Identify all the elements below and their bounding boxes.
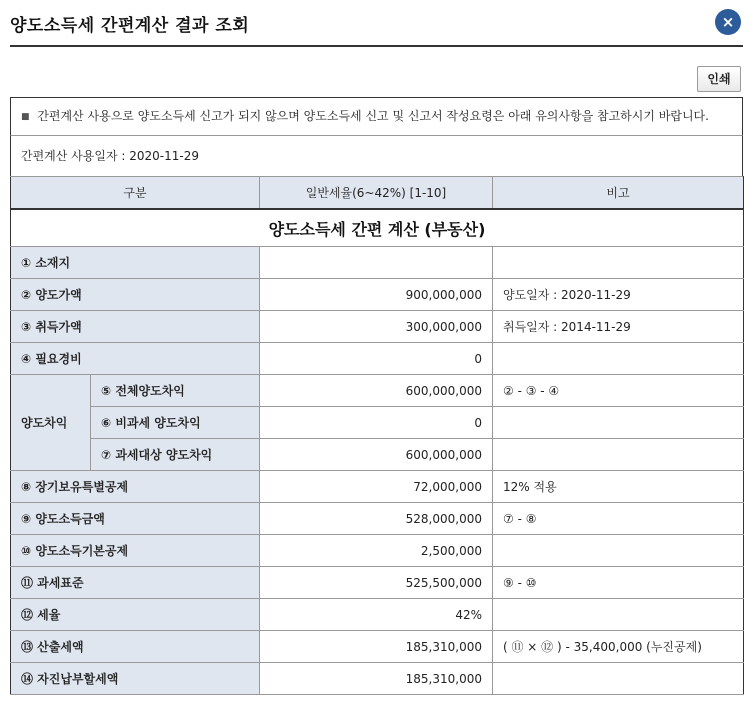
table-row xyxy=(11,663,744,695)
row-label: ⑫ 세율 xyxy=(11,599,260,631)
table-row xyxy=(11,599,744,631)
close-icon: × xyxy=(721,13,735,31)
result-table xyxy=(10,176,744,695)
row-label: ⑧ 장기보유특별공제 xyxy=(11,471,260,503)
row-label: ④ 필요경비 xyxy=(11,343,260,375)
close-button[interactable] xyxy=(715,9,741,35)
row-value: 42% xyxy=(260,599,493,631)
column-header-category: 구분 xyxy=(11,177,260,210)
dialog-header xyxy=(10,0,743,47)
row-value: 185,310,000 xyxy=(260,663,493,695)
use-date-row xyxy=(10,135,743,176)
row-note xyxy=(493,247,744,279)
row-value: 72,000,000 xyxy=(260,471,493,503)
table-row xyxy=(11,567,744,599)
row-note xyxy=(493,407,744,439)
table-row xyxy=(11,407,744,439)
table-caption: 양도소득세 간편 계산 (부동산) xyxy=(11,209,744,247)
row-value: 0 xyxy=(260,407,493,439)
row-label: ⑪ 과세표준 xyxy=(11,567,260,599)
table-row xyxy=(11,471,744,503)
row-value: 185,310,000 xyxy=(260,631,493,663)
row-value: 600,000,000 xyxy=(260,375,493,407)
row-label: ① 소재지 xyxy=(11,247,260,279)
table-row xyxy=(11,279,744,311)
row-note: ② - ③ - ④ xyxy=(493,375,744,407)
table-row xyxy=(11,343,744,375)
row-note xyxy=(493,343,744,375)
table-row xyxy=(11,439,744,471)
table-caption-row xyxy=(11,209,744,247)
row-value: 525,500,000 xyxy=(260,567,493,599)
row-label: ⑨ 양도소득금액 xyxy=(11,503,260,535)
row-label: ⑬ 산출세액 xyxy=(11,631,260,663)
row-note: ⑦ - ⑧ xyxy=(493,503,744,535)
use-date-text: 간편계산 사용일자 : 2020-11-29 xyxy=(21,149,199,163)
column-header-general-rate: 일반세율(6~42%) [1-10] xyxy=(260,177,493,210)
row-note xyxy=(493,439,744,471)
table-row xyxy=(11,631,744,663)
row-label: ⑤ 전체양도차익 xyxy=(91,375,260,407)
row-note: ⑨ - ⑩ xyxy=(493,567,744,599)
group-label: 양도차익 xyxy=(11,375,91,471)
row-label: ⑦ 과세대상 양도차익 xyxy=(91,439,260,471)
notice-text: 간편계산 사용으로 양도소득세 신고가 되지 않으며 양도소득세 신고 및 신고서 작성요령은 아래 유의사항을 참고하시기 바랍니다. xyxy=(37,109,709,123)
result-table-wrapper xyxy=(10,176,743,695)
row-label: ③ 취득가액 xyxy=(11,311,260,343)
row-note: 양도일자 : 2020-11-29 xyxy=(493,279,744,311)
row-label: ⑥ 비과세 양도차익 xyxy=(91,407,260,439)
row-value: 2,500,000 xyxy=(260,535,493,567)
row-value: 0 xyxy=(260,343,493,375)
row-note xyxy=(493,535,744,567)
column-header-note: 비고 xyxy=(493,177,744,210)
row-label: ② 양도가액 xyxy=(11,279,260,311)
row-value: 600,000,000 xyxy=(260,439,493,471)
row-label: ⑭ 자진납부할세액 xyxy=(11,663,260,695)
notice-box xyxy=(10,97,743,135)
row-note: 취득일자 : 2014-11-29 xyxy=(493,311,744,343)
row-note: ( ⑪ × ⑫ ) - 35,400,000 (누진공제) xyxy=(493,631,744,663)
row-value: 528,000,000 xyxy=(260,503,493,535)
table-row xyxy=(11,535,744,567)
print-button[interactable]: 인쇄 xyxy=(697,66,741,92)
table-header-row xyxy=(11,177,744,210)
row-value: 900,000,000 xyxy=(260,279,493,311)
bullet-icon: ■ xyxy=(21,112,30,122)
dialog-title: 양도소득세 간편계산 결과 조회 xyxy=(10,16,250,36)
table-row xyxy=(11,247,744,279)
row-label: ⑩ 양도소득기본공제 xyxy=(11,535,260,567)
row-value xyxy=(260,247,493,279)
row-note xyxy=(493,599,744,631)
row-note xyxy=(493,663,744,695)
row-value: 300,000,000 xyxy=(260,311,493,343)
table-row xyxy=(11,503,744,535)
table-row xyxy=(11,311,744,343)
row-note: 12% 적용 xyxy=(493,471,744,503)
table-row xyxy=(11,375,744,407)
